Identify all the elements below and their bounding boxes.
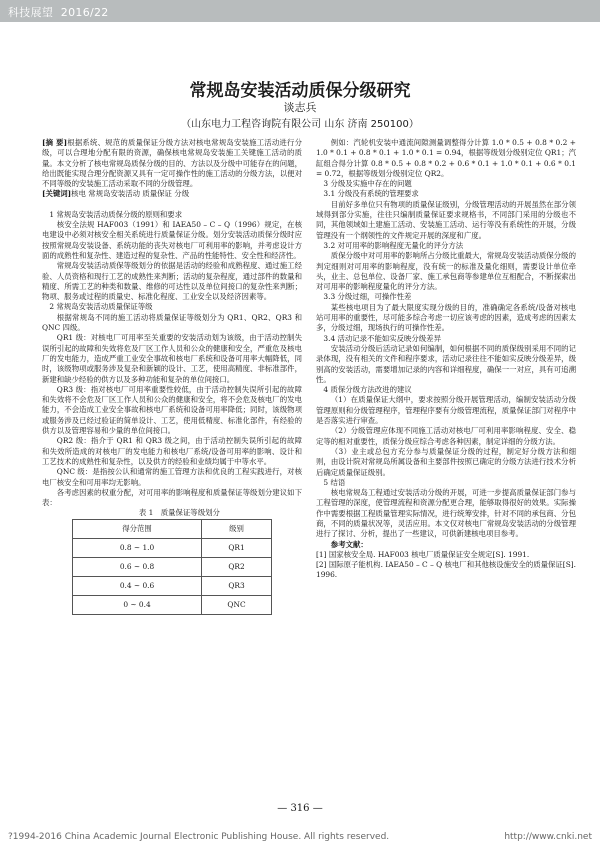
table-header-row <box>73 519 272 538</box>
table-header-cell: 级别 <box>202 519 272 538</box>
journal-header <box>8 4 109 20</box>
article-affiliation: （山东电力工程咨询院有限公司 山东 济南 250100） <box>181 119 419 130</box>
journal-header-band <box>0 0 600 22</box>
paragraph: QR3 级：指对核电厂可用率重要性较低，由于活动控制失误所引起的故障和失效将不会危及厂区工作人员和公众的健康和安全，将不会危及核电厂的发电能力，不会造成工业安全事故和核电厂系统和设备可用率降低；同时，该级物项或服务涉及已经过验证的简单设计、工艺，使用低精度、标准化部件，有经验的供方以及管理容易和少量的单位间接口。 <box>42 384 302 436</box>
table-header-cell: 得分范围 <box>73 519 202 538</box>
paragraph: 目前好多单位只有物项的质量保证级别，分级管理活动的开展虽然在部分领域得到部分实施，往往只编制质量保证要求规格书，不同部门采用的分级也不同，其他领域如土建施工活动、安装施工活动、运行等没有系统性的开展，分级管理没有一个纲领性的文件规定开展的深度和广度。 <box>316 199 576 240</box>
paragraph: 核安全法规 HAF003（1991）和 IAEA50 – C – Q（1996）规定，在核电建设中必须对核安全相关系统进行质量保证分级。划分安装活动质保分级时应按照常规岛安装设备、系统功能的丧失对核电厂可利用率的影响，并考虑设计方面的成熟性和复杂性、建造过程的复杂性、产品的性能特性、安全性和经济性。 <box>42 220 302 260</box>
paragraph: 某些核电项目为了最大限度实现分级的目的，准确确定各系统/设备对核电站可用率的重要性，尽可能多综合考虑一切应该考虑的因素，造成考虑的因素太多，分级过细，现场执行的可操作性差。 <box>316 302 576 333</box>
keywords: [关键词]核电 常规岛安装活动 质量保证 分级 <box>42 189 190 199</box>
grade-table <box>72 519 272 615</box>
journal-name: 科技展望 <box>8 6 54 19</box>
paragraph: 安装活动分级后活动记录如何编制，如何根据不同的质保级别采用不同的记录体现，没有相关的文件和程序要求，活动记录往往不能如实反映分级差异，级别高的安装活动，需要增加记录的内容和详细程度，确保一一对应，具有可追溯性。 <box>316 343 576 384</box>
paragraph: QR1 级：对核电厂可用率至关重要的安装活动划为该级，由于活动控制失误所引起的故障和失效将危及厂区工作人员和公众的健康和安全，严重危及核电厂的发电能力，造成严重工业安全事故和核电厂系统和设备可用率大幅降低，同时，该级物项或服务涉及复杂和新颖的设计、工艺，使用高精度、非标准部件，新建和缺少经验的供方以及多种功能和复杂的单位间接口。 <box>42 333 302 384</box>
page-number: — 316 — <box>277 803 323 814</box>
section-4-heading: 4 质保分级方法改进的建议 <box>323 385 412 395</box>
paragraph: （2）分级管理应体现不同施工活动对核电厂可利用率影响程度、安全、稳定等的相对重要性，质保分级应综合考虑各种因素，制定详细的分级方法。 <box>316 426 576 446</box>
section-1-heading: 1 常规岛安装活动质保分级的原则和要求 <box>49 209 183 219</box>
journal-issue: 2016/22 <box>60 6 109 19</box>
abstract-block <box>42 138 302 200</box>
reference-item: [1] 国家核安全局. HAF003 核电厂质量保证安全规定[S]. 1991. <box>316 549 530 559</box>
table-row <box>73 595 272 614</box>
references-list <box>316 550 576 581</box>
reference-item: [2] 国际原子能机构. IAEA50 – C – Q 核电厂和其他核设施安全的质量保证[S]. 1996. <box>316 560 576 580</box>
section-2-heading: 2 常规岛安装活动质量保证等级 <box>49 302 153 312</box>
section-3-2-heading: 3.2 对可用率的影响程度无量化的评分方法 <box>323 240 464 250</box>
references-heading: 参考文献： <box>330 539 368 549</box>
section-3-4-heading: 3.4 活动记录不能如实反映分级差异 <box>323 333 441 343</box>
table-cell: 0.8 ~ 1.0 <box>73 538 202 557</box>
paragraph: 根据常规岛不同的施工活动将质量保证等级划分为 QR1、QR2、QR3 和 QNC 四级。 <box>42 312 302 333</box>
abstract-label: [摘 要] <box>42 138 68 147</box>
paragraph: 例如：汽轮机安装中通流间隙测量调整得分计算 1.0 * 0.5 + 0.8 * 0.2 + 1.0 * 0.1 + 0.8 * 0.1 + 1.0 * 0.1 = 0.94，根据等级划分级别定位 QR1；汽缸组合得分计算 0.8 * 0.5 + 0.8 * 0.2 + 0.6 * 0.1 + 1.0 * 0.1 + 0.6 * 0.1 = 0.72，根据等级划分级别定位 QR2。 <box>316 138 576 178</box>
paragraph: QNC 级：是指按公认和通常的施工管理方法和优良的工程实践进行，对核电厂核安全和可用率均无影响。 <box>42 467 302 487</box>
table-row <box>73 538 272 557</box>
table-row <box>73 576 272 595</box>
table-cell: 0.4 ~ 0.6 <box>73 576 202 595</box>
article-title: 常规岛安装活动质保分级研究 <box>189 81 411 101</box>
section-3-heading: 3 分级及实施中存在的问题 <box>323 179 412 189</box>
table-cell: 0.6 ~ 0.8 <box>73 557 202 576</box>
table-cell: 0 ~ 0.4 <box>73 595 202 614</box>
copyright-text: ?1994-2016 China Academic Journal Electronic Publishing House. All rights reserved. <box>8 832 390 842</box>
table-row <box>73 557 272 576</box>
table-title: 表 1 质量保证等级划分 <box>138 508 220 518</box>
paragraph: （1）在质量保证大纲中，要求按照分级开展管理活动，编制安装活动分级管理原则和分级管理程序，管理程序要有分级管理流程，质量保证部门对程序中是否落实进行审查。 <box>316 395 576 426</box>
keywords-label: [关键词] <box>42 189 72 199</box>
footer-url: http://www.cnki.net <box>504 832 592 842</box>
left-column <box>42 138 302 615</box>
section-5-heading: 5 结语 <box>323 477 346 487</box>
paragraph: 常规岛安装活动质保等级划分的依据是活动的经验和成熟程度、通过施工经验、人员资格和现行工艺的成熟性来判断；活动的复杂程度，通过部件的数量和精度、所需工艺的种类和数量、维修的可达性以及单位间接口的复杂性来判断；物项、服务或过程的质量史、标准化程度、工业安全以及经济因素等。 <box>42 261 302 302</box>
right-column <box>316 138 576 581</box>
article-author: 谈志兵 <box>283 101 317 114</box>
paragraph: （3）业主或总包方充分参与质量保证分级的过程，制定好分级方法和细则，由设计院对常规岛所属设备和主要部件按照已确定的分级方法进行技术分析后确定质量保证级别。 <box>316 446 576 477</box>
paragraph: 核电常规岛工程通过安装活动分级的开展，可进一步提高质量保证部门参与工程管理的深度，使管理流程和资源分配更合理，能够取得很好的效果。实际操作中需要根据工程质量管理实际情况，进行统筹安排，针对不同的承包商、分包商，不同的质量状况等，灵活应用。本文仅对核电厂常规岛安装活动的分级管理进行了探讨、分析，提出了一些建议，可供新建核电项目参考。 <box>316 488 576 539</box>
section-3-1-heading: 3.1 分级没有系统的管理要求 <box>323 189 419 199</box>
section-3-3-heading: 3.3 分级过细，可操作性差 <box>323 292 412 302</box>
paragraph: QR2 级：指介于 QR1 和 QR3 级之间，由于活动控制失误所引起的故障和失效所造成的对核电厂的发电能力和核电厂系统/设备可用率的影响、设计和工艺技术的成熟性和复杂性，以及供方的经验和业绩均属于中等水平。 <box>42 436 302 466</box>
table-cell: QNC <box>202 595 272 614</box>
paragraph: 各考虑因素的权重分配，对可用率的影响程度和质量保证等级划分建议如下表： <box>42 487 302 508</box>
table-cell: QR1 <box>202 538 272 557</box>
abstract-text: [摘 要]根据系统、规范的质量保证分级方法对核电常规岛安装施工活动进行分级，可以合理地分配有限的资源，确保核电常规岛安装施工关键施工活动的质量。本文分析了核电常规岛质保分级的目的、方法以及分级中可能存在的问题，给出既能实现合理分配资源又具有一定可操作性的施工活动的分级方法，以便对不同等级的安装施工活动采取不同的分级管理。 <box>42 138 302 189</box>
page-footer <box>8 832 592 842</box>
table-cell: QR2 <box>202 557 272 576</box>
paragraph: 质保分级中对可用率的影响所占分级比重最大，常规岛安装活动质保分级的判定细则对可用率的影响程度，没有统一的标准及量化细则，需要设计单位牵头，业主、总包单位、设备厂家、施工承包商等参建单位互相配合，不断探索出对可用率的影响程度量化的评分方法。 <box>316 251 576 292</box>
table-cell: QR3 <box>202 576 272 595</box>
